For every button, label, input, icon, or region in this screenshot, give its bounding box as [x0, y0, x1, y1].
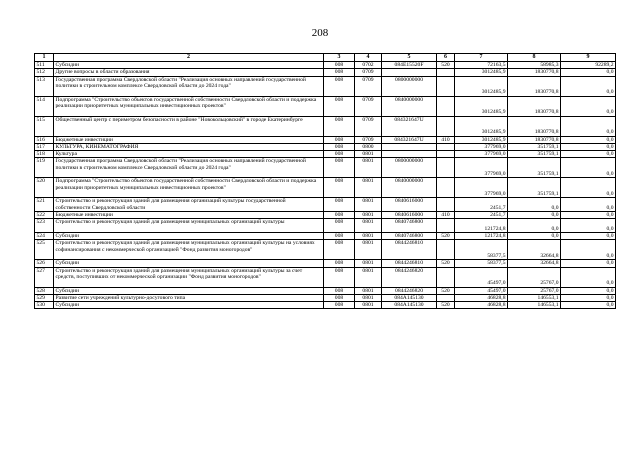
table-row [35, 260, 616, 267]
code-target: 084321647U [382, 136, 437, 143]
table-row [35, 267, 616, 287]
code-ministry: 008 [324, 219, 355, 233]
code-expense-type [437, 69, 455, 76]
table-row [35, 232, 616, 239]
code-expense-type [437, 178, 455, 198]
table-row [35, 143, 616, 150]
code-ministry: 008 [324, 212, 355, 219]
amount-col-9: 0,0 [561, 143, 616, 150]
amount-col-7: 377969,0 [455, 158, 508, 178]
amount-col-8: 58985,3 [508, 62, 561, 69]
row-number: 530 [35, 302, 54, 309]
row-name: Строительство и реконструкция зданий для размещения муниципальных организаций культуры на условиях софинансирования с некоммерческой организацией "Фонд развития моногородов" [54, 240, 324, 260]
row-number: 517 [35, 143, 54, 150]
amount-col-8: 351759,1 [508, 151, 561, 158]
code-target: 0844246820 [382, 267, 437, 287]
code-expense-type: 520 [437, 232, 455, 239]
code-ministry: 008 [324, 198, 355, 212]
amount-col-7: 46828,8 [455, 294, 508, 301]
row-number: 522 [35, 212, 54, 219]
row-number: 526 [35, 260, 54, 267]
code-target: 0840746800 [382, 232, 437, 239]
row-number: 524 [35, 232, 54, 239]
amount-col-9: 0,0 [561, 116, 616, 136]
row-number: 528 [35, 287, 54, 294]
amount-col-7: 3012485,9 [455, 96, 508, 116]
row-number: 519 [35, 158, 54, 178]
page-number: 208 [311, 27, 329, 39]
amount-col-8: 32664,8 [508, 260, 561, 267]
code-section: 0709 [355, 76, 382, 96]
amount-col-9: 0,0 [561, 232, 616, 239]
table-row [35, 151, 616, 158]
code-target [382, 143, 437, 150]
amount-col-9: 0,0 [561, 240, 616, 260]
amount-col-8: 146553,1 [508, 302, 561, 309]
column-header: 1 [35, 54, 54, 62]
code-section: 0801 [355, 260, 382, 267]
amount-col-8: 1830770,8 [508, 116, 561, 136]
code-section: 0801 [355, 158, 382, 178]
code-expense-type [437, 143, 455, 150]
amount-col-9: 0,0 [561, 69, 616, 76]
column-header: 8 [508, 54, 561, 62]
amount-col-9: 0,0 [561, 294, 616, 301]
row-number: 520 [35, 178, 54, 198]
amount-col-7: 3012485,9 [455, 136, 508, 143]
code-ministry: 008 [324, 116, 355, 136]
code-expense-type [437, 96, 455, 116]
code-ministry: 008 [324, 158, 355, 178]
table-row [35, 96, 616, 116]
code-target: 0800000000 [382, 158, 437, 178]
code-expense-type: 520 [437, 62, 455, 69]
row-number: 513 [35, 76, 54, 96]
row-name: Строительство и реконструкция зданий для размещения муниципальных организаций культуры за счет средств, поступивших от некоммерческой организации "Фонд развития моногородов" [54, 267, 324, 287]
code-ministry: 008 [324, 267, 355, 287]
row-number: 514 [35, 96, 54, 116]
amount-col-8: 0,0 [508, 219, 561, 233]
amount-col-8: 1830770,8 [508, 76, 561, 96]
code-target: 0844246820 [382, 287, 437, 294]
amount-col-7: 46828,8 [455, 302, 508, 309]
row-number: 518 [35, 151, 54, 158]
amount-col-7: 2451,7 [455, 198, 508, 212]
code-expense-type: 520 [437, 260, 455, 267]
amount-col-9: 0,0 [561, 287, 616, 294]
code-target: 0840746800 [382, 219, 437, 233]
row-name: Развитие сети учреждений культурно-досугового типа [54, 294, 324, 301]
amount-col-7: 72163,5 [455, 62, 508, 69]
amount-col-7: 45497,0 [455, 287, 508, 294]
amount-col-9: 0,0 [561, 260, 616, 267]
amount-col-9: 0,0 [561, 178, 616, 198]
code-section: 0801 [355, 232, 382, 239]
row-name: Субсидии [54, 302, 324, 309]
code-section: 0709 [355, 69, 382, 76]
row-name: Субсидии [54, 260, 324, 267]
amount-col-9: 0,0 [561, 198, 616, 212]
code-target: 0844246810 [382, 260, 437, 267]
column-header: 4 [355, 54, 382, 62]
code-section: 0702 [355, 62, 382, 69]
row-number: 523 [35, 219, 54, 233]
code-target: 084321647U [382, 116, 437, 136]
code-ministry: 008 [324, 240, 355, 260]
row-name: Подпрограмма "Строительство объектов государственной собственности Свердловской области и поддержка реализации приоритетных муниципальных инвестиционных проектов" [54, 96, 324, 116]
table-row [35, 136, 616, 143]
code-section: 0801 [355, 151, 382, 158]
row-number: 529 [35, 294, 54, 301]
row-number: 525 [35, 240, 54, 260]
code-section: 0800 [355, 143, 382, 150]
row-name: Другие вопросы в области образования [54, 69, 324, 76]
amount-col-9: 0,0 [561, 219, 616, 233]
code-target [382, 69, 437, 76]
amount-col-7: 121724,8 [455, 232, 508, 239]
row-number: 521 [35, 198, 54, 212]
row-name: Строительство и реконструкция зданий для размещения муниципальных организаций культуры [54, 219, 324, 233]
amount-col-7: 58377,5 [455, 260, 508, 267]
code-expense-type [437, 219, 455, 233]
code-ministry: 008 [324, 96, 355, 116]
code-target: 0840000000 [382, 96, 437, 116]
code-expense-type [437, 294, 455, 301]
amount-col-7: 2451,7 [455, 212, 508, 219]
code-section: 0801 [355, 267, 382, 287]
code-section: 0709 [355, 116, 382, 136]
amount-col-9: 92289,2 [561, 62, 616, 69]
row-name: Культура [54, 151, 324, 158]
amount-col-8: 351759,1 [508, 143, 561, 150]
table-row [35, 116, 616, 136]
table-row [35, 62, 616, 69]
row-number: 515 [35, 116, 54, 136]
amount-col-9: 0,0 [561, 76, 616, 96]
row-name: Государственная программа Свердловской области "Реализация основных направлений государственной политики в строительном комплексе Свердловской области до 2024 года" [54, 158, 324, 178]
table-row [35, 198, 616, 212]
row-name: КУЛЬТУРА, КИНЕМАТОГРАФИЯ [54, 143, 324, 150]
code-target: 084A145130 [382, 302, 437, 309]
code-target: 0840616000 [382, 198, 437, 212]
table-row [35, 69, 616, 76]
code-ministry: 008 [324, 232, 355, 239]
code-ministry: 008 [324, 178, 355, 198]
code-ministry: 008 [324, 62, 355, 69]
table-row [35, 178, 616, 198]
code-ministry: 008 [324, 294, 355, 301]
table-row [35, 76, 616, 96]
code-expense-type [437, 240, 455, 260]
amount-col-7: 377969,0 [455, 143, 508, 150]
row-number: 527 [35, 267, 54, 287]
code-ministry: 008 [324, 151, 355, 158]
amount-col-7: 3012485,9 [455, 116, 508, 136]
amount-col-7: 121724,8 [455, 219, 508, 233]
code-ministry: 008 [324, 302, 355, 309]
amount-col-9: 0,0 [561, 151, 616, 158]
row-name: Субсидии [54, 232, 324, 239]
amount-col-8: 0,0 [508, 198, 561, 212]
code-expense-type: 410 [437, 212, 455, 219]
budget-table [34, 53, 616, 309]
code-expense-type: 520 [437, 302, 455, 309]
code-ministry: 008 [324, 136, 355, 143]
amount-col-9: 0,0 [561, 267, 616, 287]
table-row [35, 287, 616, 294]
code-section: 0801 [355, 178, 382, 198]
column-header: 7 [455, 54, 508, 62]
row-name: Бюджетные инвестиции [54, 212, 324, 219]
amount-col-8: 32664,8 [508, 240, 561, 260]
code-expense-type [437, 76, 455, 96]
code-target: 0800000000 [382, 76, 437, 96]
code-target: 084E15520F [382, 62, 437, 69]
row-name: Общественный центр с периметром безопасности в районе "Новокольцовский" в городе Екатеринбурге [54, 116, 324, 136]
code-section: 0801 [355, 219, 382, 233]
amount-col-8: 1830770,8 [508, 96, 561, 116]
amount-col-8: 0,0 [508, 212, 561, 219]
code-section: 0709 [355, 96, 382, 116]
table-row [35, 302, 616, 309]
amount-col-8: 1830770,8 [508, 69, 561, 76]
code-expense-type [437, 267, 455, 287]
amount-col-8: 146553,1 [508, 294, 561, 301]
column-header: 6 [437, 54, 455, 62]
code-section: 0801 [355, 198, 382, 212]
code-section: 0801 [355, 212, 382, 219]
code-expense-type [437, 198, 455, 212]
code-section: 0801 [355, 302, 382, 309]
amount-col-9: 0,0 [561, 96, 616, 116]
table-row [35, 158, 616, 178]
amount-col-7: 3012485,9 [455, 76, 508, 96]
code-expense-type: 410 [437, 136, 455, 143]
row-number: 516 [35, 136, 54, 143]
amount-col-7: 45497,0 [455, 267, 508, 287]
amount-col-9: 0,0 [561, 158, 616, 178]
amount-col-8: 25767,0 [508, 287, 561, 294]
amount-col-8: 25767,0 [508, 267, 561, 287]
code-expense-type [437, 158, 455, 178]
code-ministry: 008 [324, 143, 355, 150]
code-section: 0801 [355, 240, 382, 260]
amount-col-8: 0,0 [508, 232, 561, 239]
amount-col-7: 3012485,9 [455, 69, 508, 76]
code-expense-type [437, 116, 455, 136]
code-section: 0801 [355, 294, 382, 301]
amount-col-9: 0,0 [561, 302, 616, 309]
code-ministry: 008 [324, 76, 355, 96]
row-name: Строительство и реконструкция зданий для размещения организаций культуры государственной собственности Свердловской области [54, 198, 324, 212]
row-name: Государственная программа Свердловской области "Реализация основных направлений государственной политики в строительном комплексе Свердловской области до 2024 года" [54, 76, 324, 96]
column-header: 3 [324, 54, 355, 62]
amount-col-7: 377969,0 [455, 151, 508, 158]
row-name: Субсидии [54, 287, 324, 294]
table-row [35, 240, 616, 260]
code-ministry: 008 [324, 69, 355, 76]
row-name: Бюджетные инвестиции [54, 136, 324, 143]
table-row [35, 219, 616, 233]
amount-col-9: 0,0 [561, 212, 616, 219]
amount-col-8: 1830770,8 [508, 136, 561, 143]
code-section: 0709 [355, 136, 382, 143]
amount-col-7: 58377,5 [455, 240, 508, 260]
table-body [35, 62, 616, 309]
row-name: Субсидии [54, 62, 324, 69]
code-target: 0840000000 [382, 178, 437, 198]
row-number: 512 [35, 69, 54, 76]
code-expense-type [437, 151, 455, 158]
column-header: 5 [382, 54, 437, 62]
code-section: 0801 [355, 287, 382, 294]
row-number: 511 [35, 62, 54, 69]
header-row [35, 54, 616, 62]
amount-col-8: 351759,1 [508, 178, 561, 198]
table-row [35, 294, 616, 301]
code-ministry: 008 [324, 287, 355, 294]
code-ministry: 008 [324, 260, 355, 267]
column-header: 9 [561, 54, 616, 62]
amount-col-9: 0,0 [561, 136, 616, 143]
row-name: Подпрограмма "Строительство объектов государственной собственности Свердловской области и поддержка реализации приоритетных муниципальных инвестиционных проектов" [54, 178, 324, 198]
code-target: 0844246810 [382, 240, 437, 260]
code-target: 0840616000 [382, 212, 437, 219]
code-target: 084A145130 [382, 294, 437, 301]
amount-col-8: 351759,1 [508, 158, 561, 178]
code-target [382, 151, 437, 158]
amount-col-7: 377969,0 [455, 178, 508, 198]
table-row [35, 212, 616, 219]
code-expense-type: 520 [437, 287, 455, 294]
column-header: 2 [54, 54, 324, 62]
